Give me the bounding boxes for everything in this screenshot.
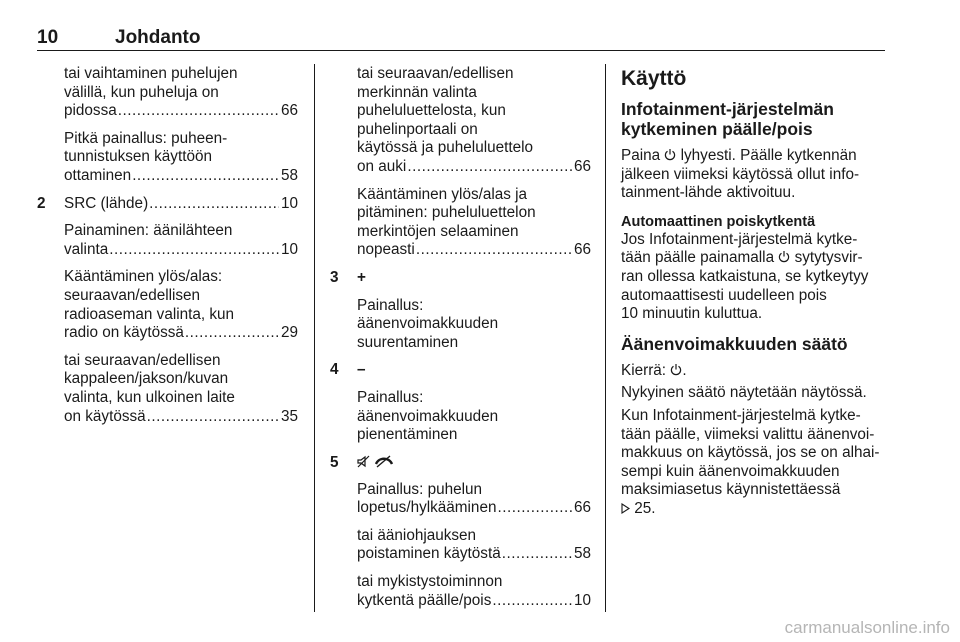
paragraph bbox=[621, 231, 889, 324]
paragraph bbox=[621, 384, 889, 403]
column-3 bbox=[621, 65, 889, 529]
list-item bbox=[330, 269, 591, 352]
body-text: tään päälle painamalla bbox=[621, 249, 775, 267]
button-symbol: – bbox=[357, 361, 366, 379]
entry-text: Pitkä painallus: puheen- bbox=[64, 129, 228, 147]
entry-text: kytkentä päälle/pois bbox=[357, 591, 492, 609]
entry-text: pidossa bbox=[64, 102, 117, 120]
entry-text: valinta, kun ulkoinen laite bbox=[64, 388, 235, 406]
toc-line bbox=[357, 241, 591, 260]
body-text: Kun Infotainment-järjestelmä kytke- bbox=[621, 406, 861, 424]
entry-text: tai seuraavan/edellisen bbox=[357, 65, 514, 82]
item-number: 2 bbox=[37, 194, 46, 212]
list-item bbox=[330, 65, 591, 177]
item-number: 4 bbox=[330, 361, 339, 379]
entry-text: Painallus: bbox=[357, 296, 424, 314]
dot-leader bbox=[118, 102, 279, 121]
entry-text: äänenvoimakkuuden bbox=[357, 407, 499, 425]
body-text: Kierrä: bbox=[621, 361, 667, 379]
list-item bbox=[37, 222, 298, 259]
page-ref[interactable]: 10 bbox=[280, 240, 298, 258]
section-title: Johdanto bbox=[115, 27, 201, 48]
toc-line bbox=[64, 241, 298, 260]
entry-text: pienentäminen bbox=[357, 426, 458, 444]
entry-text: nopeasti bbox=[357, 241, 415, 259]
entry-text: tai mykistystoiminnon bbox=[357, 573, 503, 591]
paragraph bbox=[621, 362, 889, 381]
item-number: 5 bbox=[330, 453, 339, 471]
dot-leader bbox=[407, 158, 572, 177]
column-2 bbox=[330, 65, 591, 619]
dot-leader bbox=[492, 592, 572, 611]
subsection-heading: Äänenvoimakkuuden säätö bbox=[621, 333, 848, 354]
body-text: automaattisesti uudelleen pois bbox=[621, 286, 827, 304]
paragraph bbox=[621, 147, 889, 203]
cross-reference-arrow-icon bbox=[621, 503, 630, 514]
entry-text: radioaseman valinta, kun bbox=[64, 305, 235, 323]
body-text: ran ollessa katkaistuna, se kytkeytyy bbox=[621, 267, 869, 285]
toc-line bbox=[357, 499, 591, 518]
paragraph bbox=[621, 407, 889, 519]
body-text: Paina bbox=[621, 147, 661, 164]
entry-text: äänenvoimakkuuden bbox=[357, 315, 499, 333]
entry-text: pitäminen: puheluluettelon bbox=[357, 204, 536, 222]
toc-line bbox=[64, 102, 298, 121]
entry-text: Kääntäminen ylös/alas ja bbox=[357, 185, 528, 203]
entry-text: SRC (lähde) bbox=[64, 194, 149, 212]
entry-text: radio on käytössä bbox=[64, 324, 184, 342]
dot-leader bbox=[502, 545, 572, 564]
toc-line bbox=[357, 592, 591, 611]
page-ref[interactable]: 25. bbox=[634, 499, 656, 517]
body-text: . bbox=[682, 361, 687, 379]
entry-text: poistaminen käytöstä bbox=[357, 545, 501, 563]
page-ref[interactable]: 66 bbox=[573, 241, 591, 259]
list-item bbox=[330, 361, 591, 444]
entry-text: merkintöjen selaaminen bbox=[357, 222, 519, 240]
entry-text: Painallus: bbox=[357, 388, 424, 406]
dot-leader bbox=[416, 241, 572, 260]
page-ref[interactable]: 58 bbox=[280, 166, 298, 184]
page-header bbox=[37, 27, 885, 51]
body-text: Jos Infotainment-järjestelmä kytke- bbox=[621, 230, 858, 248]
page-ref[interactable]: 10 bbox=[573, 591, 591, 609]
mute-icon bbox=[357, 455, 370, 468]
section-heading: Käyttö bbox=[621, 67, 687, 90]
page-number: 10 bbox=[37, 27, 59, 48]
entry-text: ottaminen bbox=[64, 166, 132, 184]
body-text: lyhyesti. Päälle kytkennän bbox=[680, 147, 857, 164]
entry-text: tai seuraavan/edellisen bbox=[64, 351, 221, 369]
dot-leader bbox=[132, 167, 279, 186]
list-item bbox=[37, 130, 298, 186]
toc-line bbox=[64, 167, 298, 186]
heading-line: kytkeminen päälle/pois bbox=[621, 119, 813, 139]
power-knob-icon bbox=[778, 250, 790, 263]
body-text: sytytysvir- bbox=[794, 249, 863, 267]
entry-text: tai ääniohjauksen bbox=[357, 526, 477, 544]
list-item bbox=[37, 65, 298, 121]
body-text: sempi kuin äänenvoimakkuuden bbox=[621, 462, 840, 480]
column-divider bbox=[314, 64, 315, 612]
subsection-heading: Automaattinen poiskytkentä bbox=[621, 213, 816, 230]
page-ref[interactable]: 10 bbox=[280, 194, 298, 212]
entry-text: puheluluettelosta, kun bbox=[357, 102, 506, 120]
dot-leader bbox=[497, 499, 572, 518]
body-text: 10 minuutin kuluttua. bbox=[621, 305, 763, 323]
entry-text: suurentaminen bbox=[357, 333, 459, 351]
entry-text: Painallus: puhelun bbox=[357, 480, 483, 498]
dot-leader bbox=[185, 324, 279, 343]
power-knob-icon bbox=[664, 148, 676, 161]
list-item bbox=[37, 195, 298, 214]
page-ref[interactable]: 58 bbox=[573, 545, 591, 563]
list-item bbox=[330, 527, 591, 564]
toc-line bbox=[64, 408, 298, 427]
entry-text: Painaminen: äänilähteen bbox=[64, 222, 233, 240]
toc-line bbox=[64, 324, 298, 343]
toc-line bbox=[357, 545, 591, 564]
header-rule bbox=[37, 50, 885, 51]
entry-text: seuraavan/edellisen bbox=[64, 286, 201, 304]
column-divider bbox=[605, 64, 606, 612]
entry-text: valinta bbox=[64, 240, 109, 258]
watermark: carmanualsonline.info bbox=[784, 618, 950, 637]
entry-text: on auki bbox=[357, 157, 407, 175]
subsection-heading bbox=[621, 99, 889, 139]
page-ref[interactable]: 29 bbox=[280, 324, 298, 342]
power-knob-icon bbox=[670, 363, 682, 376]
page-ref[interactable]: 66 bbox=[280, 102, 298, 120]
toc-line bbox=[357, 158, 591, 177]
list-item bbox=[330, 454, 591, 518]
page-ref[interactable]: 66 bbox=[573, 157, 591, 175]
list-item bbox=[330, 186, 591, 260]
page-ref[interactable]: 66 bbox=[573, 499, 591, 517]
toc-line bbox=[64, 195, 298, 214]
body-text: tään päälle, viimeksi valittu äänenvoi- bbox=[621, 425, 875, 443]
button-symbol: + bbox=[357, 268, 366, 286]
entry-text: puhelinportaali on bbox=[357, 120, 478, 138]
list-item bbox=[37, 352, 298, 426]
page-ref[interactable]: 35 bbox=[280, 407, 298, 425]
dot-leader bbox=[109, 241, 279, 260]
entry-text: välillä, kun puheluja on bbox=[64, 83, 219, 101]
entry-text: Kääntäminen ylös/alas: bbox=[64, 268, 223, 286]
heading-line: Infotainment-järjestelmän bbox=[621, 99, 834, 119]
body-text: maksimiasetus käynnistettäessä bbox=[621, 481, 841, 499]
list-item bbox=[37, 268, 298, 342]
item-number: 3 bbox=[330, 268, 339, 286]
entry-text: lopetus/hylkääminen bbox=[357, 499, 497, 517]
entry-text: merkinnän valinta bbox=[357, 83, 477, 101]
column-1 bbox=[37, 65, 298, 435]
phone-hangup-icon bbox=[374, 455, 394, 468]
list-item bbox=[330, 573, 591, 610]
body-text: Nykyinen säätö näytetään näytössä. bbox=[621, 384, 867, 402]
body-text: tainment-lähde aktivoituu. bbox=[621, 184, 796, 202]
entry-text: kappaleen/jakson/kuvan bbox=[64, 370, 229, 388]
entry-text: tunnistuksen käyttöön bbox=[64, 148, 212, 166]
dot-leader bbox=[149, 195, 279, 214]
body-text: makkuus on käytössä, jos se on alhai- bbox=[621, 444, 880, 462]
button-symbols bbox=[357, 454, 591, 472]
dot-leader bbox=[147, 408, 279, 427]
entry-text: tai vaihtaminen puhelujen bbox=[64, 65, 238, 82]
entry-text: käytössä ja puheluluettelo bbox=[357, 139, 534, 157]
entry-text: on käytössä bbox=[64, 407, 146, 425]
body-text: jälkeen viimeksi käytössä ollut info- bbox=[621, 165, 860, 183]
